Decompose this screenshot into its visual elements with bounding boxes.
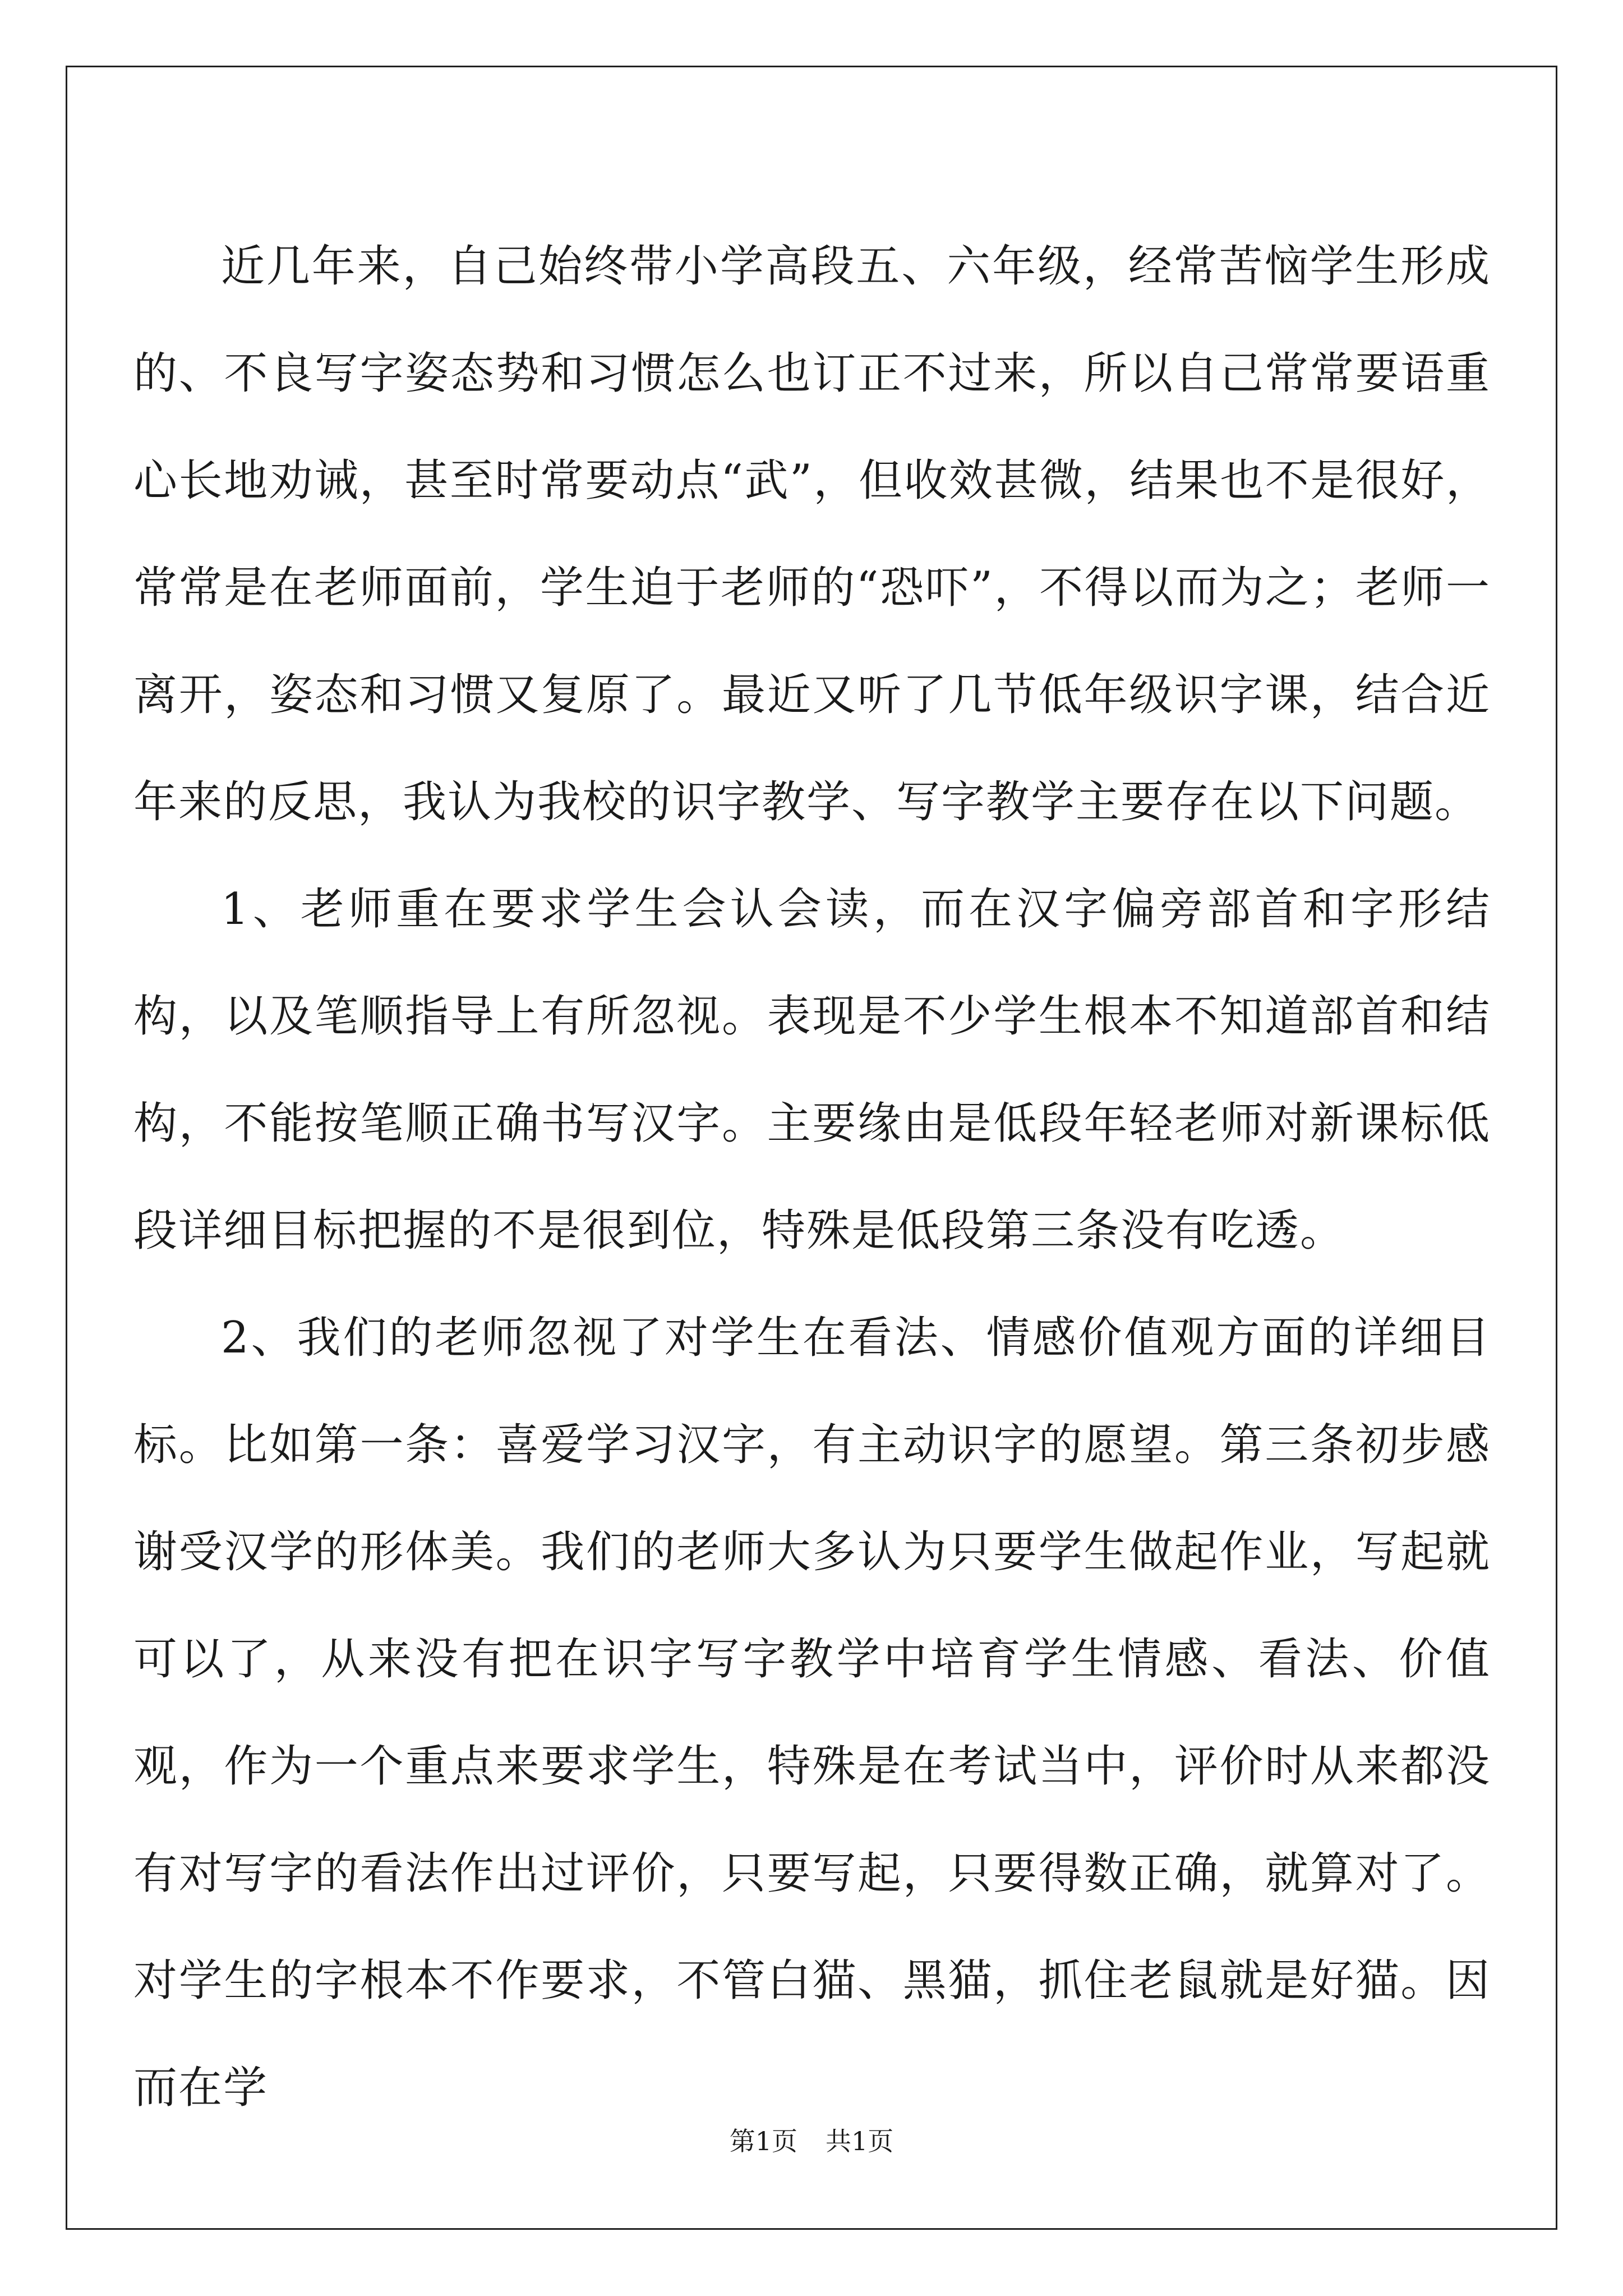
page-number-current: 第1页 (729, 2126, 797, 2156)
document-body (133, 213, 1491, 2142)
paragraph-point-2: 2、我们的老师忽视了对学生在看法、情感价值观方面的详细目标。比如第一条：喜爱学习汉字，有主动识字的愿望。第三条初步感谢受汉学的形体美。我们的老师大多认为只要学生做起作业，写起就可以了，从来没有把在识字写字教学中培育学生情感、看法、价值观，作为一个重点来要求学生，特殊是在考试当中，评价时从来都没有对写字的看法作出过评价，只要写起，只要得数正确，就算对了。对学生的字根本不作要求，不管白猫、黑猫，抓住老鼠就是好猫。因而在学 (133, 1313, 1491, 2113)
paragraph-point-1: 1、老师重在要求学生会认会读，而在汉字偏旁部首和字形结构，以及笔顺指导上有所忽视。表现是不少学生根本不知道部首和结构，不能按笔顺正确书写汉字。主要缘由是低段年轻老师对新课标低段详细目标把握的不是很到位，特殊是低段第三条没有吃透。 (133, 884, 1491, 1256)
page-number-total: 共1页 (826, 2126, 894, 2156)
paragraph-intro: 近几年来，自己始终带小学高段五、六年级，经常苦恼学生形成的、不良写字姿态势和习惯怎么也订正不过来，所以自己常常要语重心长地劝诫，甚至时常要动点“武”，但收效甚微，结果也不是很好，常常是在老师面前，学生迫于老师的“恐吓”，不得以而为之；老师一离开，姿态和习惯又复原了。最近又听了几节低年级识字课，结合近年来的反思，我认为我校的识字教学、写字教学主要存在以下问题。 (133, 241, 1491, 827)
page-footer (0, 2124, 1623, 2158)
